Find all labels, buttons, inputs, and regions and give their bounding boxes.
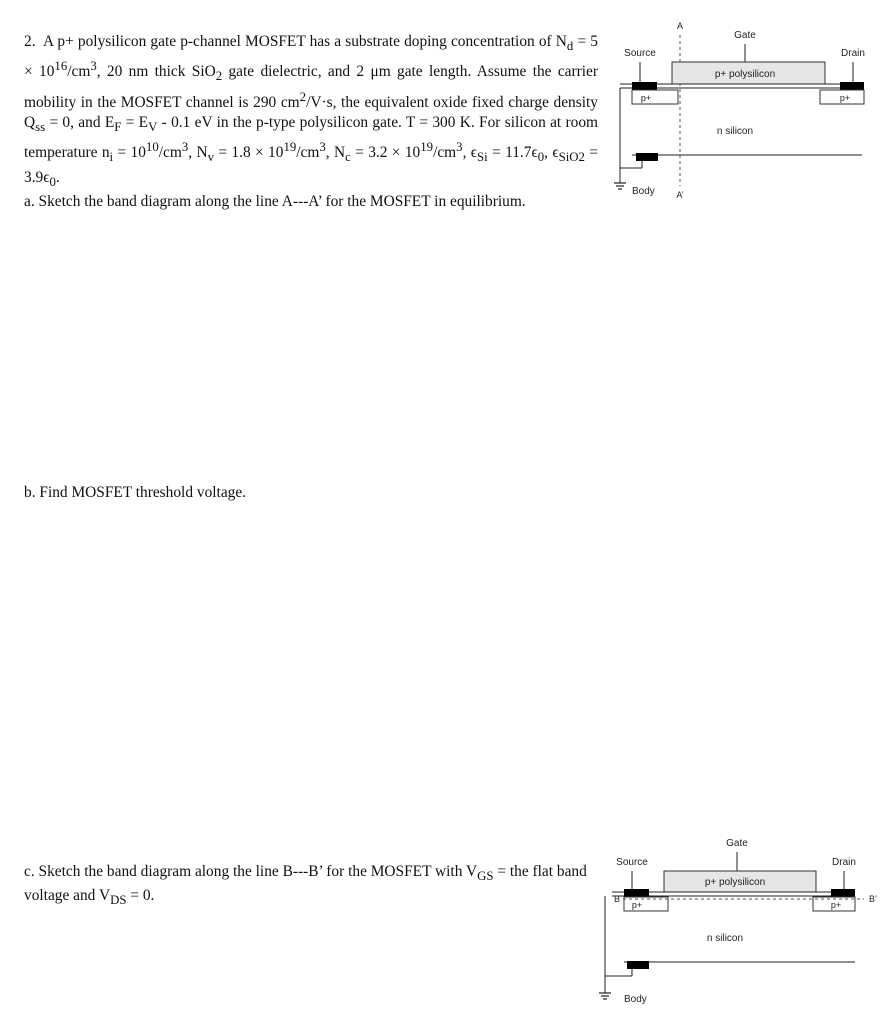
source-label: Source xyxy=(616,857,648,868)
drain-contact xyxy=(831,889,855,897)
mosfet-diagram-top xyxy=(614,21,865,200)
drain-label: Drain xyxy=(832,857,856,868)
part-b-question: b. Find MOSFET threshold voltage. xyxy=(24,484,247,501)
problem-body: 2. A p+ polysilicon gate p-channel MOSFET has a substrate doping concentration of $N_d = 5 \times 10^{16}/cm^3$, 20 nm thick SiO$_2$ gate dielectric, and 2 μm gate length. Assume the carrier mobility in the MOSFET channel is 290 $cm^2/V\cdot s$, the equivalent oxide fixed charge density $Q_{ss} = 0$, and $E_F = E_V - 0.1$ eV in the p-type polysilicon gate. T = 300 K. For silicon at room temperature $n_i = 10^{10}/cm^3$, $N_v = 1.8 \times 10^{19}/cm^3$, $N_c = 3.2 \times 10^{19}/cm^3$, $\epsilon_{Si} = 11.7\epsilon_0$, $\epsilon_{SiO2} = 3.9\epsilon_0$. xyxy=(24,33,598,189)
substrate-label: n silicon xyxy=(716,126,754,137)
body-label: Body xyxy=(632,186,655,197)
body-contact xyxy=(636,153,658,161)
source-region-label: p+ xyxy=(640,93,652,103)
source-region-label: p+ xyxy=(631,900,643,910)
mosfet-diagram-bottom xyxy=(599,838,877,1005)
body-label: Body xyxy=(624,994,647,1005)
poly-label: p+ polysilicon xyxy=(714,69,776,80)
body-contact xyxy=(627,961,649,969)
cut-marker-a-prime: A’ xyxy=(676,190,684,200)
source-label: Source xyxy=(624,48,656,59)
gate-label: Gate xyxy=(734,30,756,41)
source-contact xyxy=(632,82,657,90)
gate-label: Gate xyxy=(726,838,748,849)
drain-label: Drain xyxy=(841,48,865,59)
source-region xyxy=(632,90,678,104)
cut-marker-a: A xyxy=(676,21,684,31)
source-contact xyxy=(624,889,649,897)
substrate-label: n silicon xyxy=(706,933,744,944)
drain-contact xyxy=(840,82,864,90)
cut-marker-b: B xyxy=(613,894,621,904)
drain-region-label: p+ xyxy=(839,93,851,103)
problem-number: 2. xyxy=(24,33,36,50)
part-a-question: a. Sketch the band diagram along the line A---A’ for the MOSFET in equilibrium. xyxy=(24,192,526,210)
cut-marker-b-prime: B’ xyxy=(868,894,878,904)
drain-region-label: p+ xyxy=(830,900,842,910)
part-c-question: c. Sketch the band diagram along the line B---B’ for the MOSFET with $V_{GS}$ = the flat band voltage and $V_{DS} = 0$. xyxy=(24,863,587,908)
poly-label: p+ polysilicon xyxy=(704,877,766,888)
